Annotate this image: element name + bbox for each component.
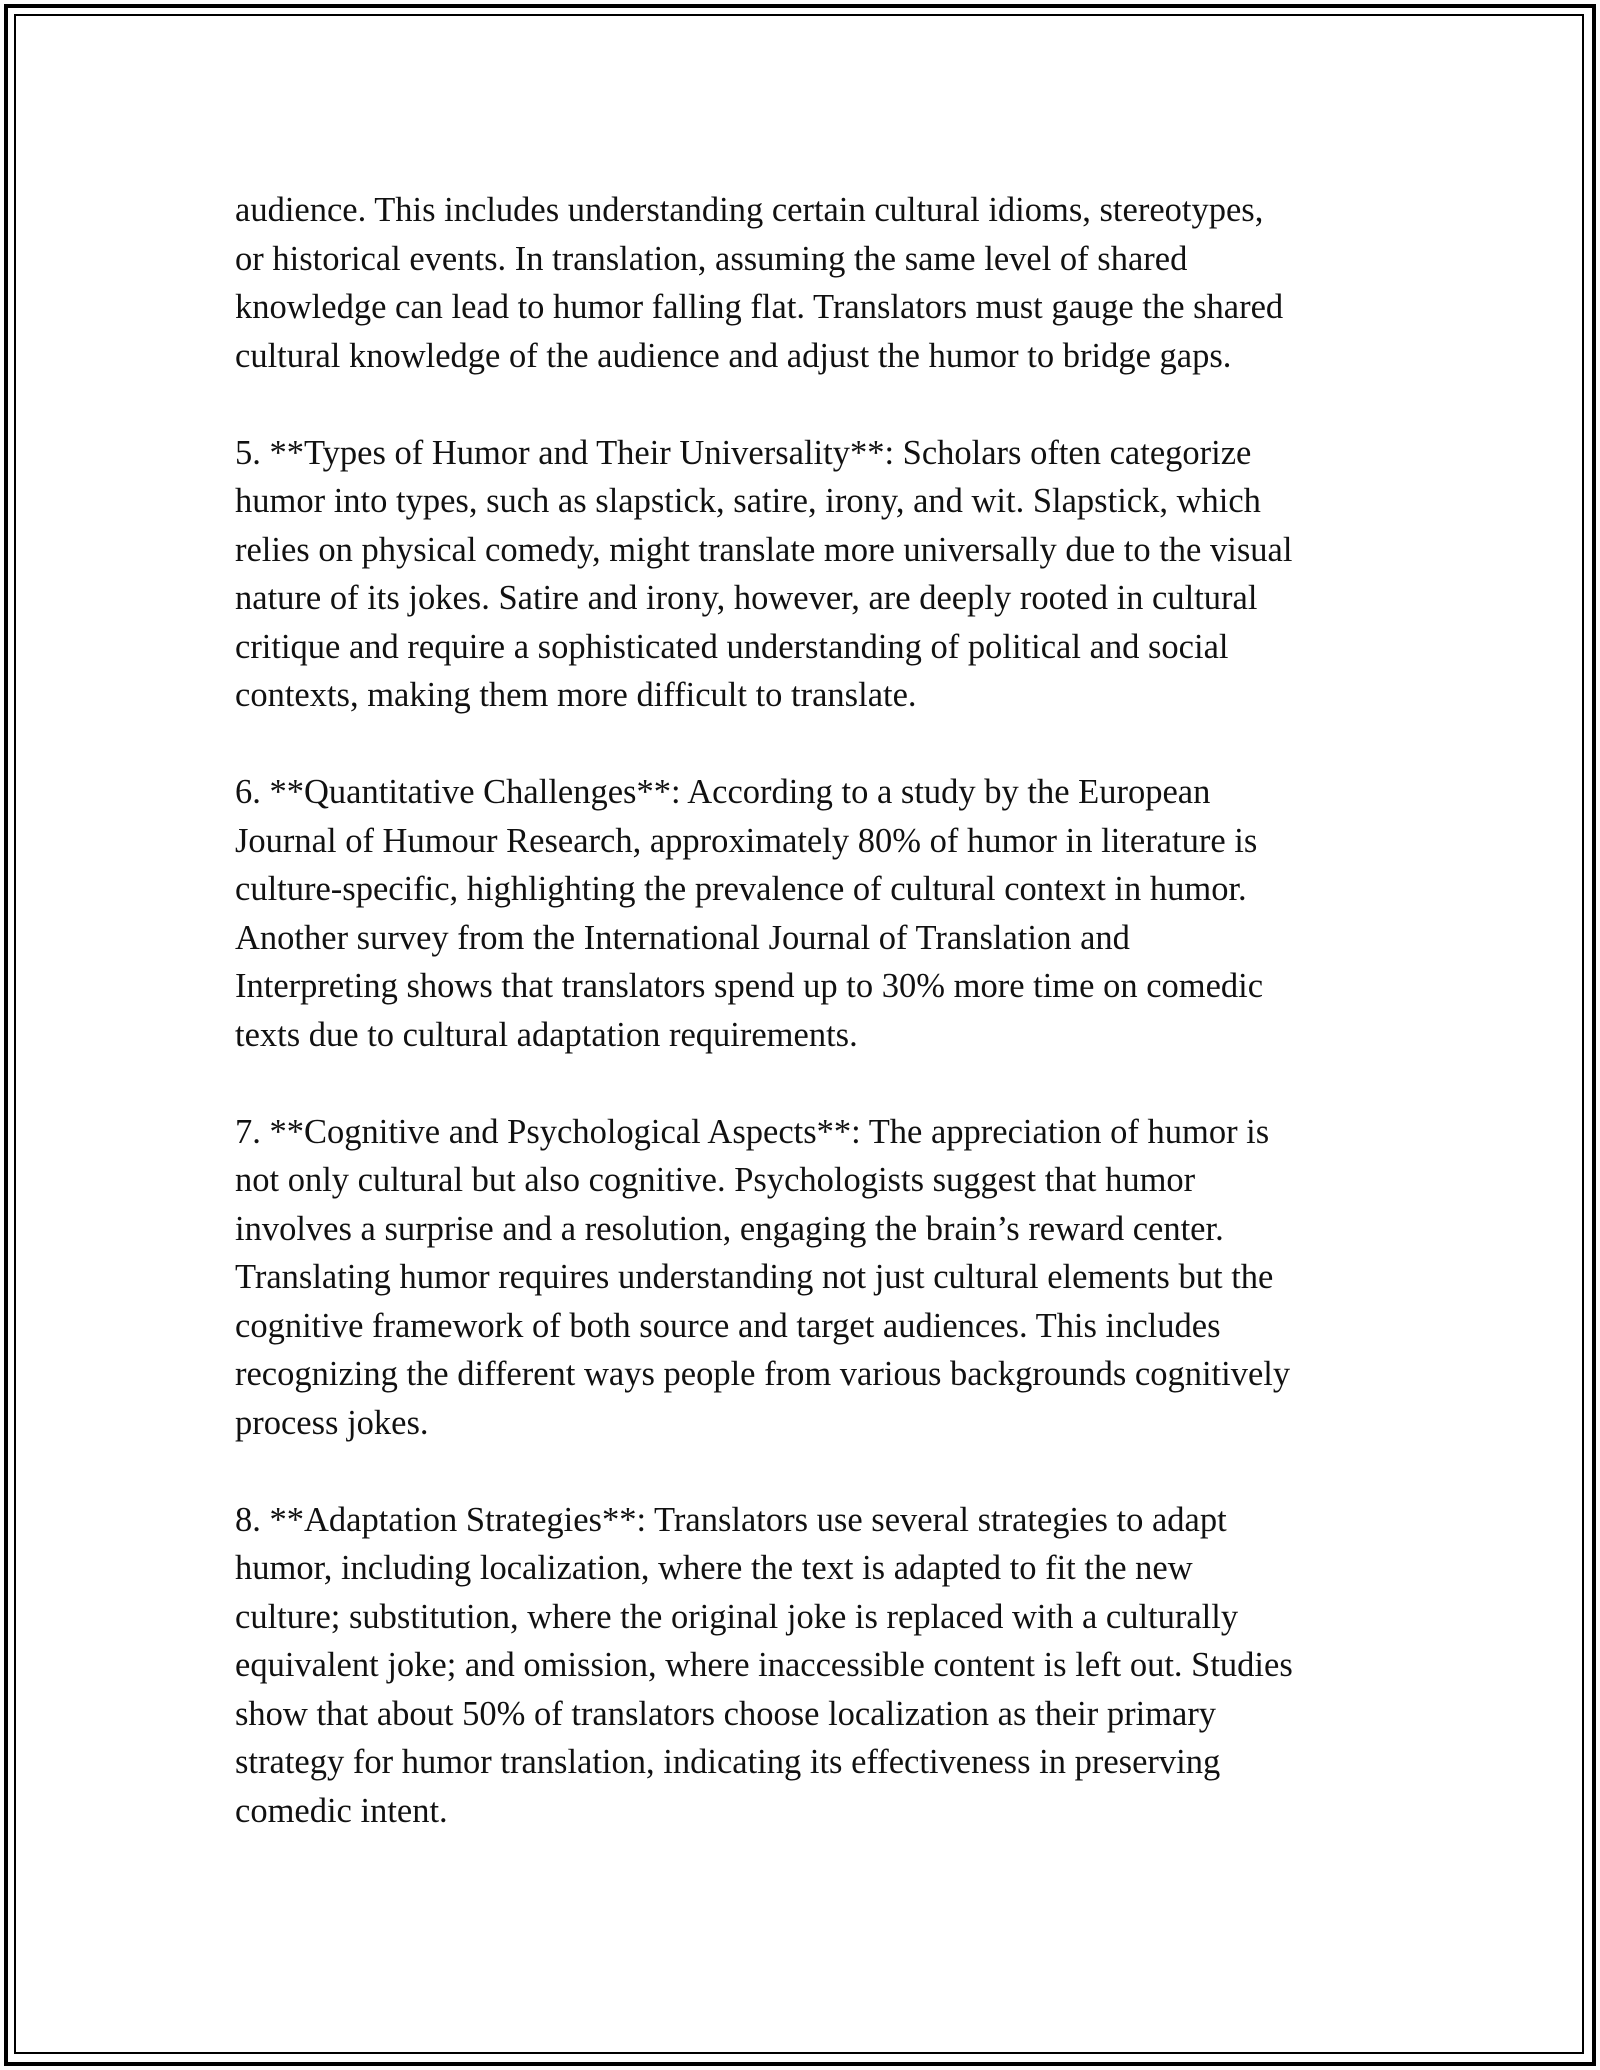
paragraph-quantitative-challenges: 6. **Quantitative Challenges**: According to a study by the European Journal of Humour Research, approximately 80% of humor in literature is culture-specific, highlighting the prevalence of cultural context in humor. Another survey from the International Journal of Translation and Interpreting shows that translators spend up to 30% more time on comedic texts due to cultural adaptation requirements.: [235, 773, 1264, 1054]
paragraph-intro-continuation: audience. This includes understanding certain cultural idioms, stereotypes, or historical events. In translation, assuming the same level of shared knowledge can lead to humor falling flat. Translators must gauge the shared cultural knowledge of the audience and adjust the humor to bridge gaps.: [235, 191, 1284, 375]
document-body: [235, 186, 1375, 1835]
paragraph-cognitive-aspects: 7. **Cognitive and Psychological Aspects**: The appreciation of humor is not only cultural but also cognitive. Psychologists suggest that humor involves a surprise and a resolution, engaging the brain’s reward center. Translating humor requires understanding not just cultural elements but the cognitive framework of both source and target audiences. This includes recognizing the different ways people from various backgrounds cognitively process jokes.: [235, 1112, 1291, 1442]
paragraph-types-of-humor: 5. **Types of Humor and Their Universality**: Scholars often categorize humor into types, such as slapstick, satire, irony, and wit. Slapstick, which relies on physical comedy, might translate more universally due to the visual nature of its jokes. Satire and irony, however, are deeply rooted in cultural critique and require a sophisticated understanding of political and social contexts, making them more difficult to translate.: [235, 433, 1293, 714]
paragraph-adaptation-strategies: 8. **Adaptation Strategies**: Translators use several strategies to adapt humor, including localization, where the text is adapted to fit the new culture; substitution, where the original joke is replaced with a culturally equivalent joke; and omission, where inaccessible content is left out. Studies show that about 50% of translators choose localization as their primary strategy for humor translation, indicating its effectiveness in preserving comedic intent.: [235, 1500, 1293, 1830]
